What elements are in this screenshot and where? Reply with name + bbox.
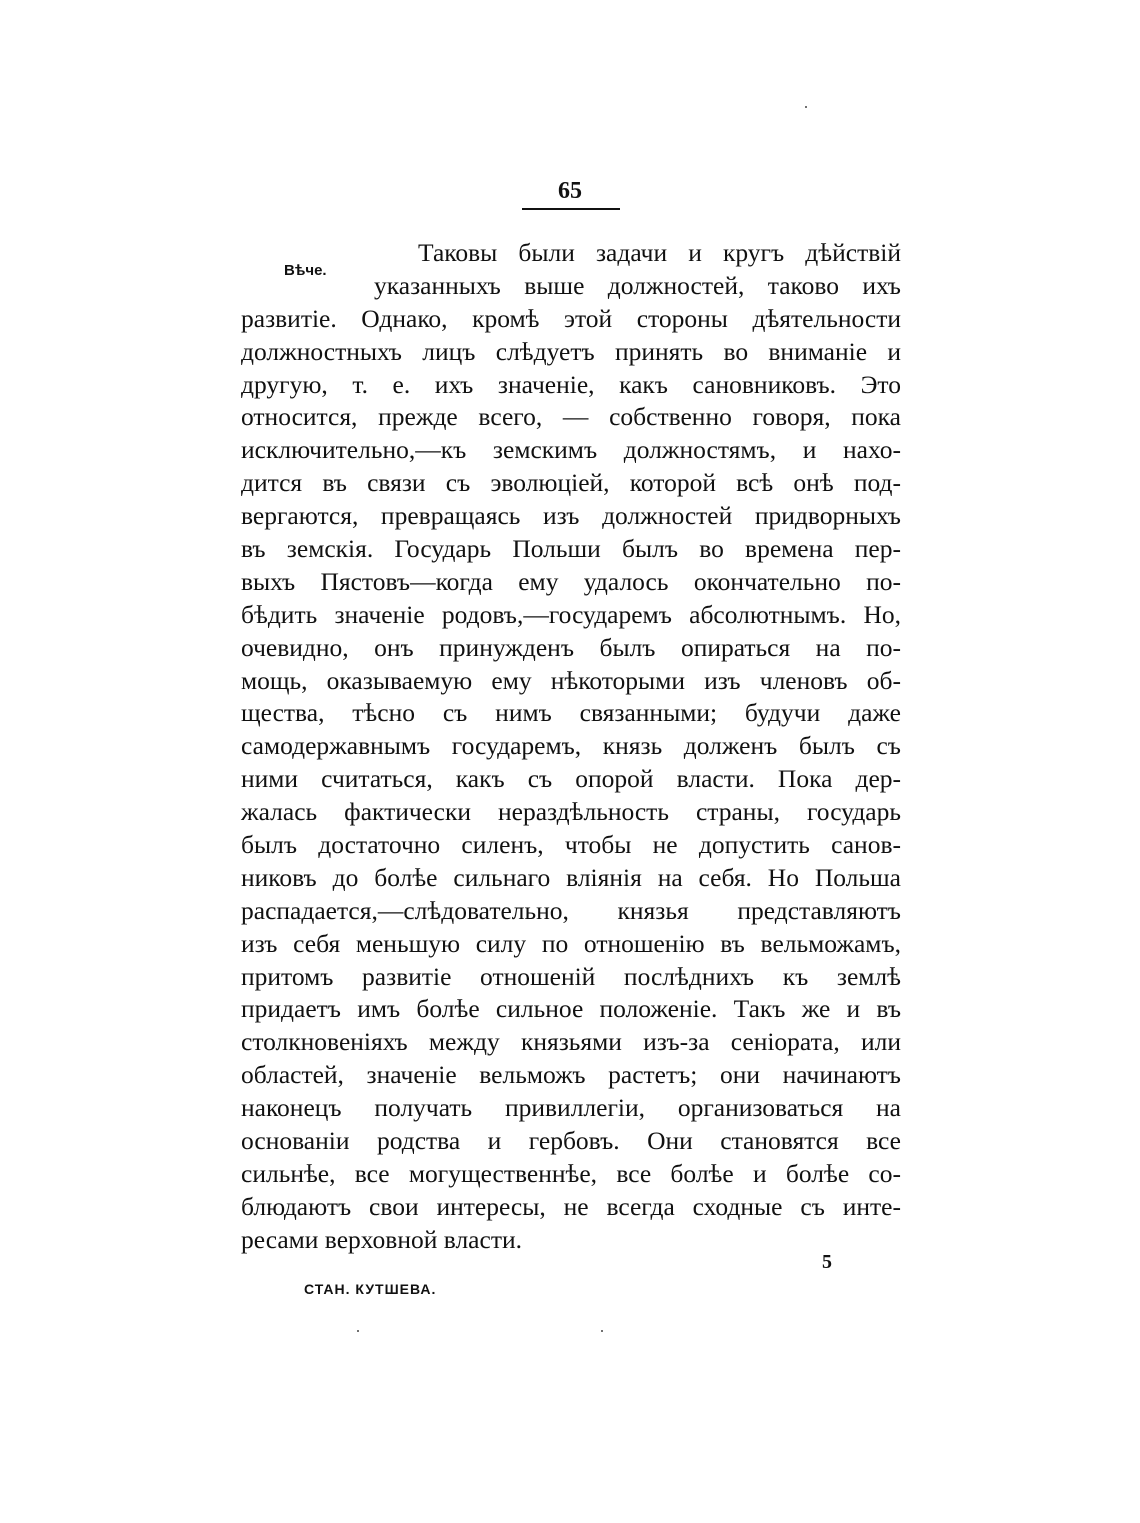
text-line: столкновеніяхъ между князьями изъ-за сеніората, или [241,1027,901,1057]
page-number: 65 [558,178,582,204]
paper-speck [601,1330,603,1332]
margin-note: Вѣче. [284,262,327,279]
header-rule [522,208,620,210]
text-line: относится, прежде всего, — собственно говоря, пока [241,402,901,432]
text-line: вергаются, превращаясь изъ должностей придворныхъ [241,501,901,531]
text-line: былъ достаточно силенъ, чтобы не допустить санов- [241,830,901,860]
text-line: выхъ Пястовъ—когда ему удалось окончательно по- [241,566,901,596]
text-line: ресами верховной власти. [241,1224,522,1254]
text-line: наконецъ получать привиллегіи, организоваться на [241,1093,901,1123]
text-line: дится въ связи съ эволюціей, которой всѣ онѣ под- [241,468,901,498]
text-line: исключительно,—къ земскимъ должностямъ, и нахо- [241,435,901,465]
text-line: другую, т. е. ихъ значеніе, какъ сановниковъ. Это [241,369,901,399]
text-line: развитіе. Однако, кромѣ этой стороны дѣятельности [241,303,901,333]
text-line: основаніи родства и гербовъ. Они становятся все [241,1126,901,1156]
text-line: распадается,—слѣдовательно, князья представляютъ [241,895,901,925]
text-line: въ земскія. Государь Польши былъ во времена пер- [241,534,901,564]
text-line: щества, тѣсно съ нимъ связанными; будучи даже [241,698,901,728]
body-text [241,237,901,1257]
text-line: никовъ до болѣе сильнаго вліянія на себя. Но Польша [241,862,901,892]
text-line: блюдаютъ свои интересы, не всегда сходные съ инте- [241,1191,901,1221]
text-line: придаетъ имъ болѣе сильное положеніе. Такъ же и въ [241,994,901,1024]
text-line: сильнѣе, все могущественнѣе, все болѣе и болѣе со- [241,1158,901,1188]
text-line: самодержавнымъ государемъ, князь долженъ былъ съ [241,731,901,761]
text-line: очевидно, онъ принужденъ былъ опираться на по- [241,632,901,662]
text-line: Таковы были задачи и кругъ дѣйствій [418,238,901,267]
printer-signature: СТАН. КУТШЕВА. [304,1281,437,1297]
text-line: указанныхъ выше должностей, таково ихъ [374,270,901,300]
text-line: жалась фактически нераздѣльность страны, государь [241,797,901,827]
text-line: мощь, оказываемую ему нѣкоторыми изъ членовъ об- [241,665,901,695]
text-line: изъ себя меньшую силу по отношенію въ вельможамъ, [241,928,901,958]
text-line: бѣдить значеніе родовъ,—государемъ абсолютнымъ. Но, [241,599,901,629]
text-line: ними считаться, какъ съ опорой власти. Пока дер- [241,764,901,794]
paper-speck [805,106,807,108]
text-line: должностныхъ лицъ слѣдуетъ принять во вниманіе и [241,336,901,366]
text-line: притомъ развитіе отношеній послѣднихъ къ землѣ [241,961,901,991]
text-line: областей, значеніе вельможъ растетъ; они начинаютъ [241,1060,901,1090]
signature-number: 5 [822,1251,832,1273]
paper-speck [357,1330,359,1332]
